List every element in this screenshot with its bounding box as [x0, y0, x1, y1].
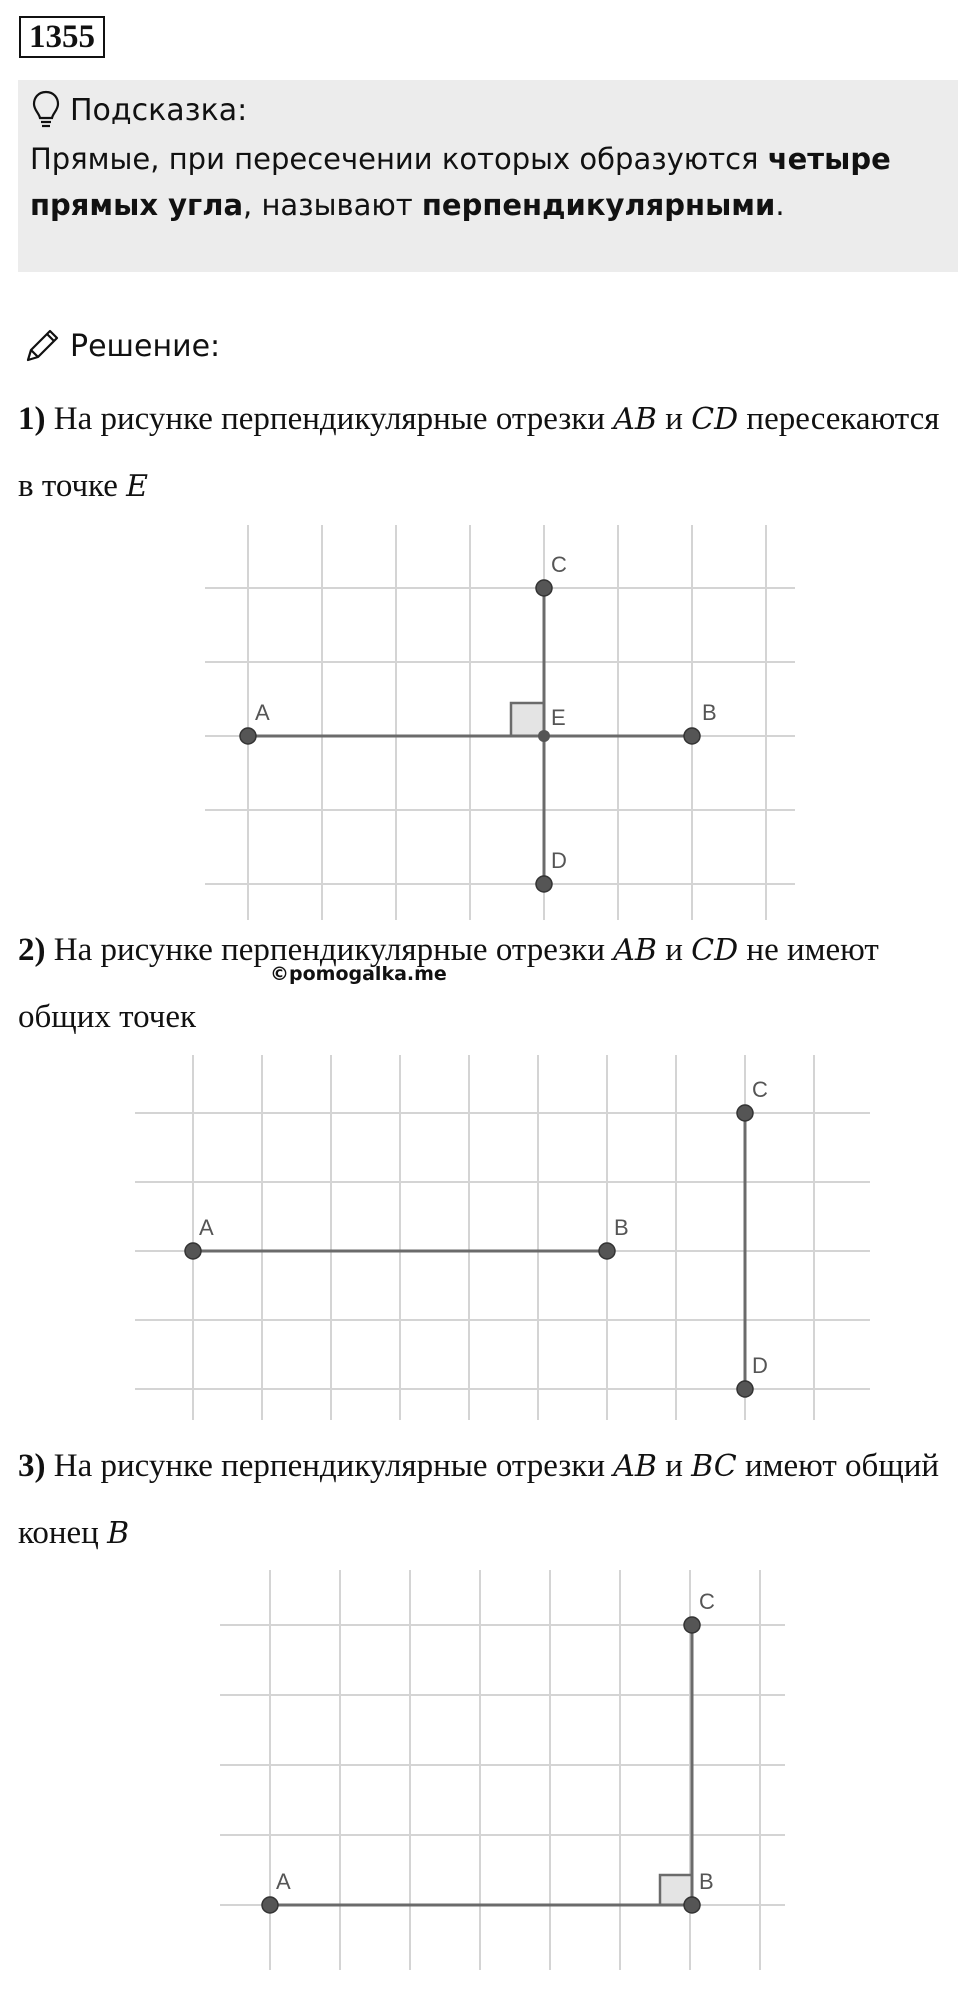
solution-item-1: 1) На рисунке перпендикулярные отрезки AB и CD пересекаются в точке E: [18, 401, 940, 504]
point-b: [599, 1243, 615, 1259]
point-c: [536, 580, 552, 596]
point-a: [240, 728, 256, 744]
label-e: E: [551, 705, 566, 730]
point-a: [262, 1897, 278, 1913]
pencil-icon: [22, 326, 62, 366]
label-d: D: [752, 1353, 768, 1378]
solution-item-2: 2) На рисунке перпендикулярные отрезки AB и CD не имеют общих точек: [18, 932, 879, 1035]
grid: [220, 1570, 785, 1970]
point-a: [185, 1243, 201, 1259]
label-b: B: [614, 1215, 629, 1240]
figure-3: [220, 1570, 785, 1970]
hint-box: [18, 80, 958, 272]
hint-bold-term: четыре прямых угла: [30, 142, 891, 222]
solution-title: Решение:: [70, 328, 221, 364]
solution-header: [22, 326, 220, 366]
watermark: ©pomogalka.me: [270, 963, 447, 985]
lightbulb-icon: [32, 90, 60, 130]
hint-title: Подсказка:: [70, 92, 248, 128]
label-a: A: [255, 700, 270, 725]
task-number: 1355: [19, 16, 105, 58]
label-d: D: [551, 848, 567, 873]
label-c: C: [551, 552, 567, 577]
label-b: B: [702, 700, 717, 725]
point-d: [737, 1381, 753, 1397]
point-b: [684, 1897, 700, 1913]
hint-header: [32, 90, 247, 130]
hint-text: Прямые, при пересечении которых образуются четыре прямых угла, называют перпендикулярными.: [30, 142, 891, 222]
right-angle-mark: [511, 703, 544, 736]
point-e: [538, 730, 550, 742]
figure-2: [135, 1055, 870, 1420]
hint-bold-definition: перпендикулярными: [421, 188, 776, 222]
label-c: C: [752, 1077, 768, 1102]
label-a: A: [199, 1215, 214, 1240]
figure-1: [205, 525, 795, 920]
point-c: [684, 1617, 700, 1633]
solution-item-3: 3) На рисунке перпендикулярные отрезки AB и BC имеют общий конец B: [18, 1448, 940, 1551]
label-b: B: [699, 1869, 714, 1894]
point-c: [737, 1105, 753, 1121]
point-d: [536, 876, 552, 892]
label-c: C: [699, 1589, 715, 1614]
label-a: A: [276, 1869, 291, 1894]
point-b: [684, 728, 700, 744]
